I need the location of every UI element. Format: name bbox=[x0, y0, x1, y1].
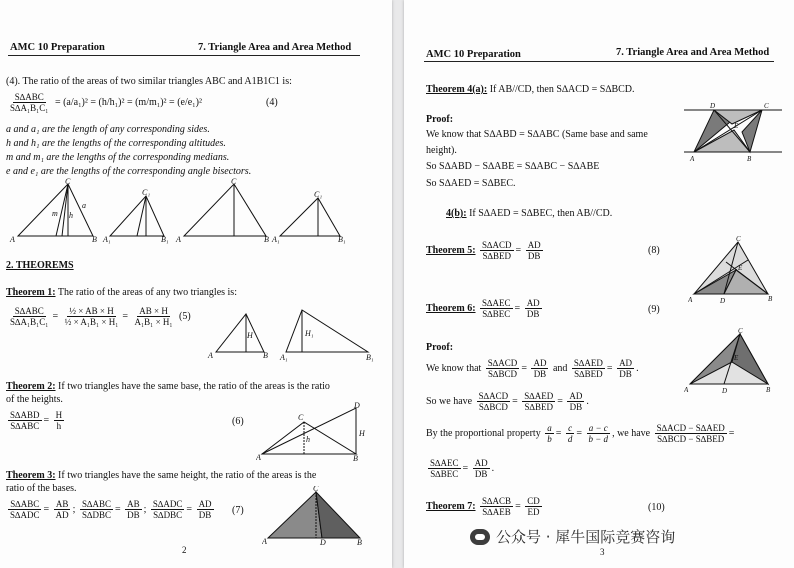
p2-f1-num: S∆ACD bbox=[487, 358, 518, 368]
t6-tag: (9) bbox=[648, 304, 660, 315]
proof-2-line-3: By the proportional property $\frac{a}{b}$ = $\frac{c}{d}$ = $\frac{a - c}{b - d}$ , we have $\frac{\text{S∆ACD − S∆AED}}{\text{S∆BCD − S∆BED}}$ = bbox=[426, 423, 735, 444]
p2-and: and bbox=[552, 362, 568, 374]
p2-f3-num: S∆ACD bbox=[478, 391, 509, 401]
p2-f1-den: S∆BCD bbox=[488, 369, 518, 379]
theorem-1-label: Theorem 1: bbox=[6, 287, 56, 298]
t1-mid-den: ½ × A₁B₁ × H₁ bbox=[64, 317, 119, 327]
p2-f3m-num: S∆AED bbox=[524, 391, 554, 401]
header-left: AMC 10 Preparation bbox=[10, 42, 105, 53]
theorem-3-figure bbox=[262, 486, 366, 546]
theorem-4a-label: Theorem 4(a): bbox=[426, 84, 488, 95]
t7-lhs-den: S∆AEB bbox=[482, 507, 511, 517]
t1-fig-b1: B₁ bbox=[366, 353, 374, 362]
theorem-1-formula: $\frac{\text{S∆ABC}}{\text{S∆A₁B₁C₁}}$ = $\frac{\text{½ × AB × H}}{\text{½ × A₁B₁ × H₁}}$ = $\frac{AB \times H}{\text{A₁B₁ × H₁}}$ (5) bbox=[10, 306, 191, 327]
t1-fig-H1: H₁ bbox=[305, 329, 314, 338]
t7-rhs-num: CD bbox=[527, 496, 540, 506]
t3-f3r-den: DB bbox=[198, 510, 212, 520]
t2-lhs-den: S∆ABC bbox=[10, 421, 40, 431]
theorem-2-text-1: If two triangles have the same base, the ratio of the areas is the ratio bbox=[58, 381, 330, 392]
t3-f1r-den: AD bbox=[55, 510, 69, 520]
t3-f2r-den: DB bbox=[127, 510, 140, 520]
t1-fig-H: H bbox=[247, 331, 253, 340]
fig1-label-b: B bbox=[92, 235, 97, 244]
theorem-3-statement bbox=[6, 470, 316, 482]
proof-2-line-1: We know that $\frac{\text{S∆ACD}}{\text{S∆BCD}}$ = $\frac{AD}{DB}$ and $\frac{\text{S∆AED}}{\text{S∆BED}}$ = $\frac{AD}{DB}$ . bbox=[426, 358, 639, 379]
formula-4-tag: (4) bbox=[266, 97, 278, 108]
fig1-label-side-a: a bbox=[82, 201, 86, 210]
t2-fig-b: B bbox=[353, 454, 358, 462]
t6-fig-b: B bbox=[766, 386, 771, 394]
theorem-4a bbox=[426, 84, 635, 96]
theorem-2-figure bbox=[256, 402, 376, 462]
t1-rhs-num: AB × H bbox=[139, 306, 168, 316]
t6-fig-d: D bbox=[722, 387, 728, 395]
t6-lhs-num: S∆AEC bbox=[482, 298, 511, 308]
t6-fig-c: C bbox=[738, 327, 743, 335]
t2-rhs-den: h bbox=[56, 421, 62, 431]
p2-f4-den: S∆BCD − S∆BED bbox=[657, 434, 725, 444]
proof-2-label: Proof: bbox=[426, 342, 454, 353]
p2-f2r-num: AD bbox=[619, 358, 633, 368]
formula-4 bbox=[6, 92, 202, 113]
t3-f3-den: S∆DBC bbox=[153, 510, 183, 520]
p2-f3-den: S∆BCD bbox=[478, 402, 508, 412]
right-page bbox=[404, 0, 794, 568]
definition-a: a and a₁ are the length of any corresponding sides. bbox=[6, 124, 210, 135]
f4-chain: = (a/a₁)² = (h/h₁)² = (m/m₁)² = (e/e₁)² bbox=[54, 96, 202, 108]
t2-fig-d: D bbox=[354, 402, 360, 410]
section-title: 2. THEOREMS bbox=[6, 260, 74, 271]
t4-fig-b: B bbox=[747, 155, 752, 163]
p2-prop-a: a bbox=[547, 423, 552, 433]
p2-f5-num: S∆AEC bbox=[430, 458, 459, 468]
page-number-left: 2 bbox=[182, 545, 187, 555]
fig1-label-c: C bbox=[65, 178, 71, 186]
proof-1-line-3: So S∆ABD − S∆ABE = S∆ABC − S∆ABE bbox=[426, 161, 600, 172]
p2-prop-num: a − c bbox=[588, 423, 608, 433]
fig4-label-b1: B₁ bbox=[338, 235, 346, 244]
theorem-1-statement bbox=[6, 287, 237, 299]
p2-f2r-den: DB bbox=[619, 369, 632, 379]
p2-we-have: , we have bbox=[612, 427, 651, 439]
header-rule bbox=[8, 55, 360, 56]
theorem-6-figure bbox=[684, 326, 780, 398]
theorem-5-figure bbox=[688, 234, 778, 306]
t3-f1-den: S∆ADC bbox=[10, 510, 40, 520]
definition-h: h and h₁ are the lengths of the corresponding altitudes. bbox=[6, 138, 226, 149]
t3-f1r-num: AB bbox=[55, 499, 69, 509]
proof-2-line-4: $\frac{\text{S∆AEC}}{\text{S∆BEC}}$ = $\frac{AD}{DB}$ . bbox=[430, 458, 495, 479]
theorem-3-text-2: ratio of the bases. bbox=[6, 483, 77, 494]
definition-m: m and m₁ are the lengths of the corresponding medians. bbox=[6, 152, 230, 163]
theorem-3-label: Theorem 3: bbox=[6, 470, 56, 481]
fig3-label-c: C bbox=[231, 178, 237, 186]
p2-prop-b: b bbox=[547, 434, 552, 444]
p2-f2-den: S∆BED bbox=[574, 369, 603, 379]
t2-fig-a: A bbox=[256, 453, 261, 462]
t7-tag: (10) bbox=[648, 502, 665, 513]
proof-1-label: Proof: bbox=[426, 114, 454, 125]
f4-num: S∆ABC bbox=[14, 92, 44, 102]
t5-fig-d: D bbox=[720, 297, 726, 305]
t2-rhs-num: H bbox=[55, 410, 63, 420]
t3-f2-num: S∆ABC bbox=[81, 499, 111, 509]
theorem-5: Theorem 5: $\frac{\text{S∆ACD}}{\text{S∆BED}}$ = $\frac{AD}{DB}$ bbox=[426, 240, 541, 261]
t1-fig-a1: A₁ bbox=[280, 353, 288, 362]
proof-1-line-2: height). bbox=[426, 145, 457, 156]
fig1-label-a: A bbox=[10, 235, 15, 244]
theorem-6-label: Theorem 6: bbox=[426, 302, 476, 314]
t5-lhs-den: S∆BED bbox=[482, 251, 512, 261]
page-number-right: 3 bbox=[600, 547, 605, 557]
theorem-4b-label: 4(b): bbox=[446, 208, 467, 219]
watermark-text: 公众号 · 犀牛国际竞赛咨询 bbox=[496, 528, 676, 546]
p2-f2-num: S∆AED bbox=[573, 358, 603, 368]
t7-rhs-den: ED bbox=[527, 507, 540, 517]
t3-f3r-num: AD bbox=[198, 499, 212, 509]
theorem-2-text-2: of the heights. bbox=[6, 394, 63, 405]
theorem-2-statement bbox=[6, 381, 330, 393]
f4-den: S∆A₁B₁C₁ bbox=[10, 103, 49, 113]
t3-fig-a: A bbox=[262, 537, 267, 546]
t5-rhs-den: DB bbox=[527, 251, 541, 261]
t5-lhs-num: S∆ACD bbox=[482, 240, 512, 250]
theorem-1-text: The ratio of the areas of any two triangles is: bbox=[57, 287, 237, 298]
theorem-4b-text: If S∆AED = S∆BEC, then AB//CD. bbox=[469, 208, 613, 219]
t4-fig-a: A bbox=[690, 155, 695, 163]
fig4-label-c1: C₁ bbox=[314, 190, 323, 199]
t5-fig-b: B bbox=[768, 295, 773, 303]
theorem-3-text-1: If two triangles have the same height, the ratio of the areas is the bbox=[58, 470, 317, 481]
theorem-6: Theorem 6: $\frac{\text{S∆AEC}}{\text{S∆BEC}}$ = $\frac{AD}{DB}$ bbox=[426, 298, 540, 319]
p2-f5r-num: AD bbox=[474, 458, 488, 468]
t1-rhs-den: A₁B₁ × H₁ bbox=[134, 317, 173, 327]
t3-fig-d: D bbox=[320, 538, 326, 546]
p2-so-we-have: So we have bbox=[426, 395, 473, 407]
theorem-4b bbox=[446, 208, 612, 220]
theorem-4a-text: If AB//CD, then S∆ACD = S∆BCD. bbox=[489, 84, 635, 95]
p2-f1r-den: DB bbox=[533, 369, 547, 379]
t6-fig-e: E bbox=[734, 354, 739, 362]
t6-lhs-den: S∆BEC bbox=[482, 309, 511, 319]
proof-1-line-1: We know that S∆ABD = S∆ABC (Same base and same bbox=[426, 129, 648, 140]
header-left: AMC 10 Preparation bbox=[426, 49, 521, 60]
theorem-1-figure bbox=[206, 308, 382, 364]
t3-f1-num: S∆ABC bbox=[10, 499, 40, 509]
t4-fig-c: C bbox=[764, 102, 769, 110]
t5-fig-c: C bbox=[736, 235, 741, 243]
t1-fig-a: A bbox=[208, 351, 213, 360]
fig2-label-a1: A₁ bbox=[103, 235, 111, 244]
t4-fig-d: D bbox=[710, 102, 716, 110]
triangle-fig-4 bbox=[280, 198, 340, 236]
t2-fig-c: C bbox=[298, 413, 304, 422]
triangle-fig-3 bbox=[184, 184, 266, 236]
fig3-label-b: B bbox=[264, 235, 269, 244]
t5-tag: (8) bbox=[648, 245, 660, 256]
header-right: 7. Triangle Area and Area Method bbox=[198, 42, 352, 53]
p2-prop-text: By the proportional property bbox=[426, 427, 541, 439]
t6-fig-a: A bbox=[684, 386, 689, 394]
p2-prop-c: c bbox=[568, 423, 573, 433]
fig3-label-a: A bbox=[176, 235, 181, 244]
fig2-label-b1: B₁ bbox=[161, 235, 169, 244]
theorem-2-formula: $\frac{\text{S∆ABD}}{\text{S∆ABC}}$ = $\frac{H}{h}$ bbox=[10, 410, 63, 431]
p2-f3m-den: S∆BED bbox=[524, 402, 554, 412]
p2-prop-d: d bbox=[567, 434, 573, 444]
similar-intro: (4). The ratio of the areas of two similar triangles ABC and A1B1C1 is: bbox=[6, 76, 292, 87]
theorem-7: Theorem 7: $\frac{\text{S∆ACB}}{\text{S∆AEB}}$ = $\frac{CD}{ED}$ bbox=[426, 496, 540, 517]
t7-lhs-num: S∆ACB bbox=[482, 496, 512, 506]
t1-fig-b: B bbox=[263, 351, 268, 360]
t3-f3-num: S∆ADC bbox=[152, 499, 183, 509]
t6-rhs-num: AD bbox=[526, 298, 540, 308]
p2-we-know: We know that bbox=[426, 362, 482, 374]
theorem-3-formulas: $\frac{\text{S∆ABC}}{\text{S∆ADC}}$ = $\frac{AB}{AD}$ ; $\frac{\text{S∆ABC}}{\text{S∆DBC}}$ = $\frac{AB}{DB}$ ; $\frac{\text{S∆ADC}}{\text{S∆DBC}}$ = $\frac{AD}{DB}$ bbox=[10, 499, 212, 520]
t1-mid-num: ½ × AB × H bbox=[69, 306, 114, 316]
p2-f3r-den: DB bbox=[569, 402, 583, 412]
t2-tag: (6) bbox=[232, 416, 244, 427]
t6-rhs-den: DB bbox=[526, 309, 540, 319]
t1-lhs-num: S∆ABC bbox=[14, 306, 44, 316]
watermark bbox=[470, 526, 675, 547]
t5-rhs-num: AD bbox=[527, 240, 541, 250]
t2-lhs-num: S∆ABD bbox=[10, 410, 40, 420]
p2-prop-den: b − d bbox=[588, 434, 609, 444]
theorem-4-figure bbox=[684, 100, 784, 166]
proof-1-line-4: So S∆AED = S∆BEC. bbox=[426, 178, 516, 189]
similar-triangles-figure bbox=[8, 178, 368, 246]
header-rule bbox=[424, 61, 774, 62]
wechat-icon bbox=[470, 529, 490, 545]
t3-tag: (7) bbox=[232, 505, 244, 516]
header-right: 7. Triangle Area and Area Method bbox=[616, 47, 770, 58]
t1-lhs-den: S∆A₁B₁C₁ bbox=[10, 317, 49, 327]
theorem-5-label: Theorem 5: bbox=[426, 244, 476, 256]
p2-f3r-num: AD bbox=[569, 391, 583, 401]
p2-f1r-num: AD bbox=[533, 358, 547, 368]
t5-fig-a: A bbox=[688, 296, 693, 304]
theorem-2-label: Theorem 2: bbox=[6, 381, 56, 392]
fig1-label-m: m bbox=[52, 209, 58, 218]
t3-fig-c: C bbox=[313, 486, 319, 493]
definition-e: e and e₁ are the lengths of the corresponding angle bisectors. bbox=[6, 166, 252, 177]
left-page bbox=[0, 0, 392, 568]
t2-fig-h: h bbox=[306, 435, 310, 444]
fig4-label-a1: A₁ bbox=[272, 235, 280, 244]
fig2-label-c1: C₁ bbox=[142, 188, 151, 197]
t3-f2-den: S∆DBC bbox=[81, 510, 111, 520]
theorem-7-label: Theorem 7: bbox=[426, 500, 476, 512]
t4-fig-e: E bbox=[734, 122, 739, 130]
t3-fig-b: B bbox=[357, 538, 362, 546]
fig1-label-h: h bbox=[69, 211, 73, 220]
proof-2-line-2: So we have $\frac{\text{S∆ACD}}{\text{S∆BCD}}$ = $\frac{\text{S∆AED}}{\text{S∆BED}}$ = $\frac{AD}{DB}$ . bbox=[426, 391, 589, 412]
t5-fig-e: E bbox=[738, 264, 743, 272]
p2-f4-num: S∆ACD − S∆AED bbox=[656, 423, 725, 433]
triangle-fig-2 bbox=[110, 196, 164, 236]
p2-f5r-den: DB bbox=[474, 469, 488, 479]
t2-fig-H: H bbox=[359, 429, 365, 438]
p2-f5-den: S∆BEC bbox=[430, 469, 459, 479]
t1-tag: (5) bbox=[179, 310, 191, 322]
t3-f2r-num: AB bbox=[127, 499, 140, 509]
